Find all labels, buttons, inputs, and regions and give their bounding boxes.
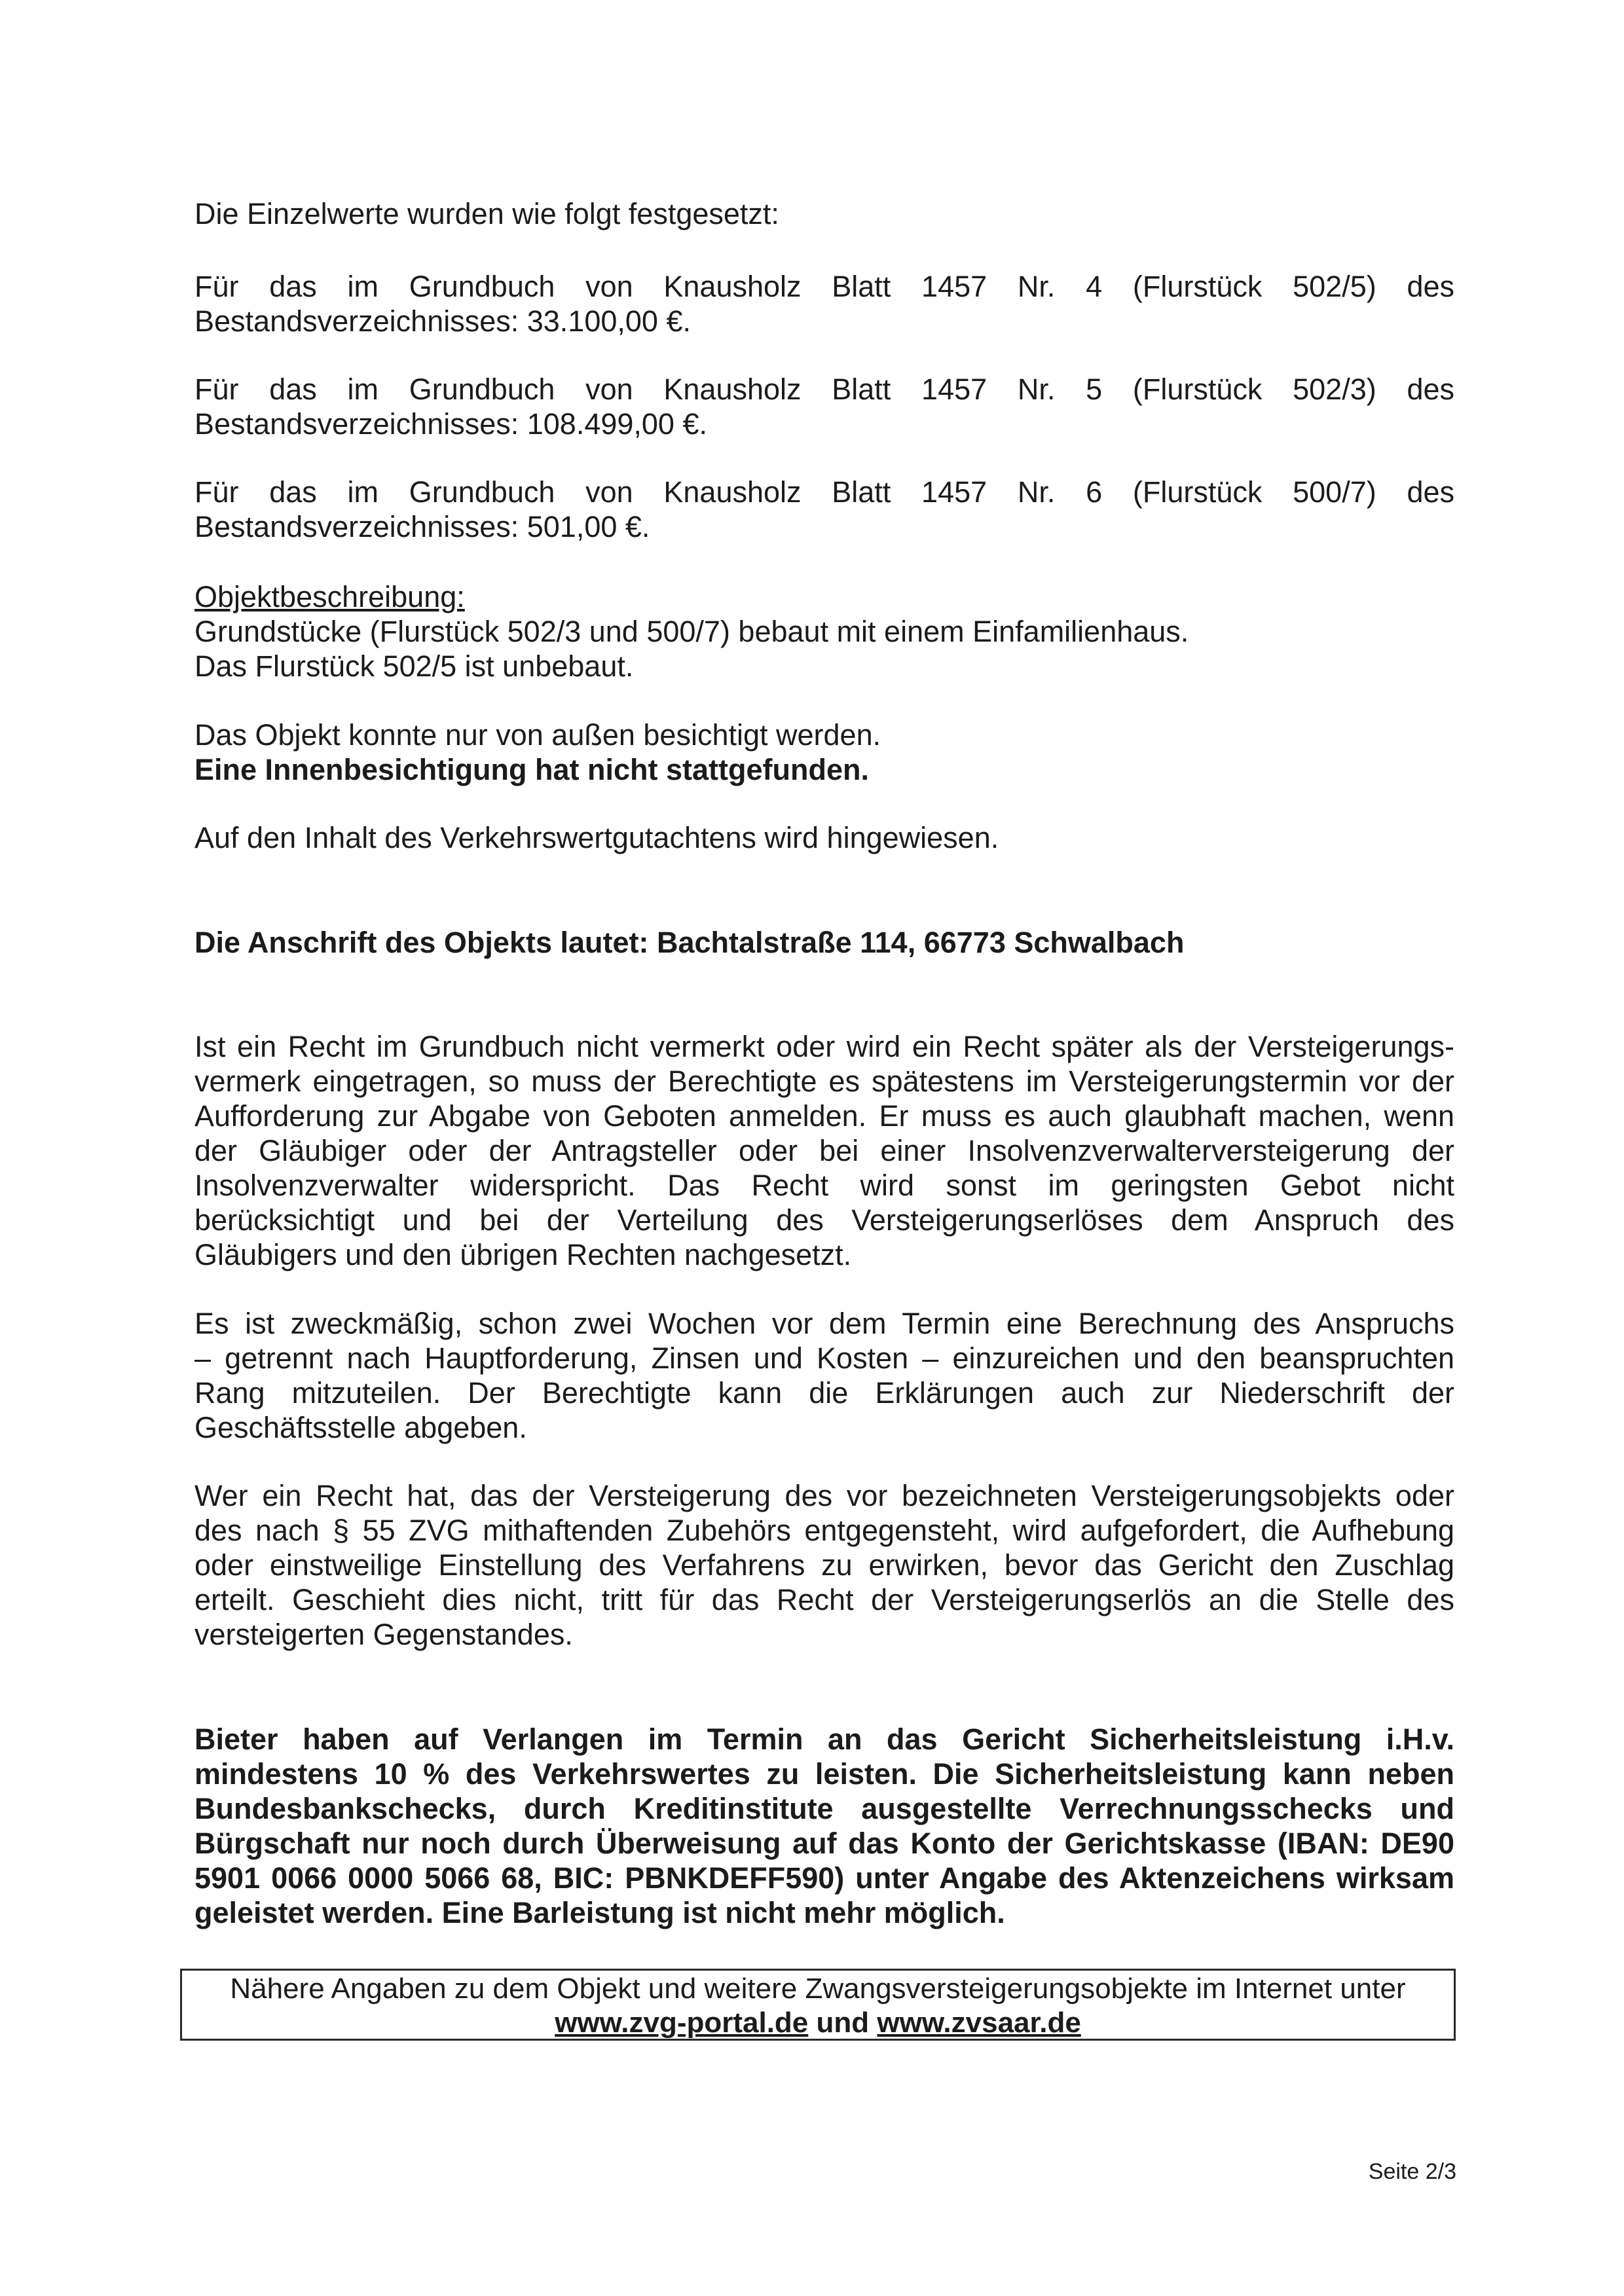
object-address: Die Anschrift des Objekts lautet: Bachtalstraße 114, 66773 Schwalbach <box>194 926 1185 959</box>
object-description-heading: Objektbeschreibung: <box>194 580 465 613</box>
object-description-line-1: Grundstücke (Flurstück 502/3 und 500/7) bebaut mit einem Einfamilienhaus. <box>194 615 1189 648</box>
object-description <box>194 579 1454 683</box>
intro-text: Die Einzelwerte wurden wie folgt festgesetzt: <box>194 197 779 230</box>
value-line-3: Für das im Grundbuch von Knausholz Blatt 1457 Nr. 6 (Flurstück 500/7) des <box>194 475 1454 509</box>
value-item-1 <box>194 269 1454 338</box>
value-line-2: Für das im Grundbuch von Knausholz Blatt 1457 Nr. 5 (Flurstück 502/3) des <box>194 373 1454 406</box>
value-amount-1: Bestandsverzeichnisses: 33.100,00 €. <box>194 304 691 338</box>
appraisal-note: Auf den Inhalt des Verkehrswertgutachtens wird hingewiesen. <box>194 821 999 854</box>
value-amount-2: Bestandsverzeichnisses: 108.499,00 €. <box>194 407 707 441</box>
info-box-text: Nähere Angaben zu dem Objekt und weitere Zwangsversteigerungsobjekte im Internet unter <box>230 1973 1406 2005</box>
paragraph-objection: Wer ein Recht hat, das der Versteigerung des vor bezeichneten Versteigerungsobjekts oder des nach § 55 ZVG mithaftenden Zubehörs entgegensteht, wird aufgefordert, die Aufhebung oder einstweilige Einstellung des Verfahrens zu erwirken, bevor das Gericht den Zuschlag erteilt. Geschieht dies nicht, tritt für das Recht der Versteigerungserlös an die Stelle des versteigerten Gegenstandes. <box>194 1479 1454 1651</box>
value-line-1: Für das im Grundbuch von Knausholz Blatt 1457 Nr. 4 (Flurstück 502/5) des <box>194 270 1454 303</box>
value-item-2 <box>194 372 1454 441</box>
zvsaar-link[interactable]: www.zvsaar.de <box>877 2007 1081 2039</box>
paragraph-security-deposit: Bieter haben auf Verlangen im Termin an das Gericht Sicherheitsleistung i.H.v. mindestens 10 % des Verkehrswertes zu leisten. Die Sicherheitsleistung kann neben Bundesbankschecks, durch Kreditinstitute ausgestellte Verrechnungsschecks und Bürgschaft nur noch durch Überweisung auf das Konto der Gerichtskasse (IBAN: DE90 5901 0066 0000 5066 68, BIC: PBNKDEFF590) unter Angabe des Aktenzeichens wirksam geleistet werden. Eine Barleistung ist nicht mehr möglich. <box>194 1722 1454 1929</box>
info-box-links <box>182 2006 1454 2040</box>
links-connector: und <box>816 2007 870 2039</box>
object-description-line-2: Das Flurstück 502/5 ist unbebaut. <box>194 649 634 683</box>
value-item-3 <box>194 475 1454 544</box>
value-amount-3: Bestandsverzeichnisses: 501,00 €. <box>194 510 650 543</box>
info-box <box>180 1969 1456 2041</box>
zvg-portal-link[interactable]: www.zvg-portal.de <box>555 2007 809 2039</box>
paragraph-claim: Es ist zweckmäßig, schon zwei Wochen vor dem Termin eine Berechnung des Anspruchs – getrennt nach Hauptforderung, Zinsen und Kosten – einzureichen und den beanspruchten Rang mitzuteilen. Der Berechtigte kann die Erklärungen auch zur Niederschrift der Geschäftsstelle abgeben. <box>194 1307 1454 1444</box>
inspection-line-2: Eine Innenbesichtigung hat nicht stattgefunden. <box>194 753 870 786</box>
inspection-line-1: Das Objekt konnte nur von außen besichtigt werden. <box>194 718 881 752</box>
paragraph-rights: Ist ein Recht im Grundbuch nicht vermerkt oder wird ein Recht später als der Versteigerungs- vermerk eingetragen, so muss der Berechtigte es spätestens im Versteigerungstermin vor der Aufforderung zur Abgabe von Geboten anmelden. Er muss es auch glaubhaft machen, wenn der Gläubiger oder der Antragsteller oder bei einer Insolvenzverwalterversteigerung der Insolvenzverwalter widerspricht. Das Recht wird sonst im geringsten Gebot nicht berücksichtigt und bei der Verteilung des Versteigerungserlöses dem Anspruch des Gläubigers und den übrigen Rechten nachgesetzt. <box>194 1030 1454 1271</box>
inspection-note <box>194 718 1454 787</box>
page-number: Seite 2/3 <box>1368 2159 1456 2184</box>
